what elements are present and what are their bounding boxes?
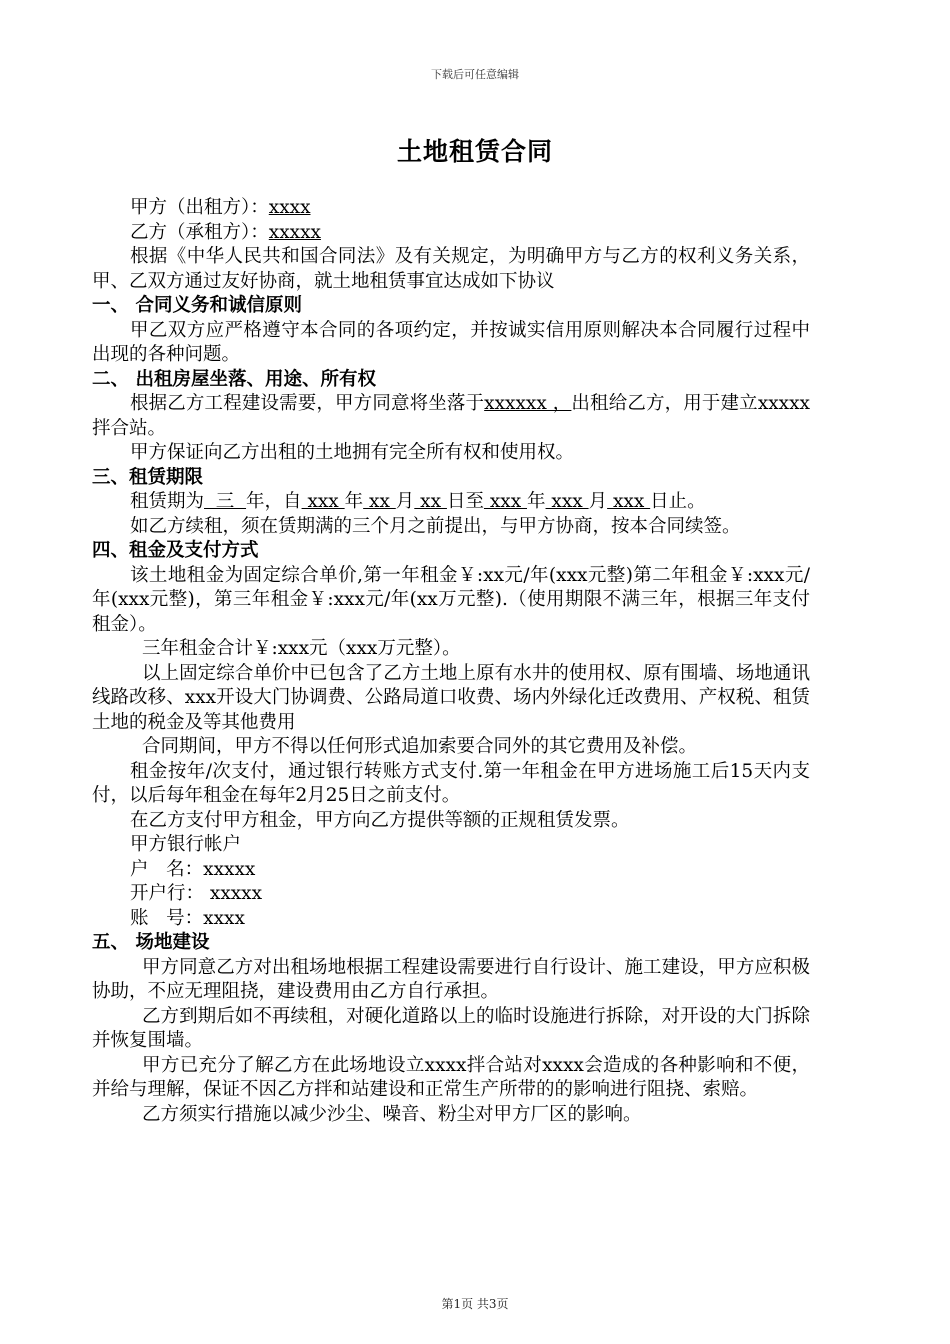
- party-b-value: xxxxx: [268, 221, 321, 243]
- location-text-a: 根据乙方工程建设需要，甲方同意将坐落于: [130, 393, 485, 414]
- site-build-paragraph-2: 乙方到期后如不再续租，对硬化道路以上的临时设施进行拆除，对开设的大门拆除并恢复围墙。: [92, 1005, 810, 1051]
- term-years: 三: [204, 491, 247, 512]
- end-year: xxx: [483, 491, 528, 512]
- rent-total-paragraph: 三年租金合计￥:xxx元（xxx万元整）。: [142, 638, 461, 659]
- end-month: xxx: [545, 491, 589, 512]
- lease-term-paragraph: [92, 490, 810, 515]
- section-2-paragraph-2: 甲方保证向乙方出租的土地拥有完全所有权和使用权。: [130, 442, 575, 463]
- term-text-3: 年: [344, 491, 364, 512]
- section-4-heading: 四、租金及支付方式: [92, 540, 259, 561]
- intro-paragraph: 根据《中华人民共和国合同法》及有关规定，为明确甲方与乙方的权利义务关系，甲、乙双方通过友好协商，就土地租赁事宜达成如下协议: [92, 246, 810, 292]
- location-value: xxxxxx ，: [484, 393, 572, 414]
- party-a-line: [92, 196, 810, 221]
- bank-account-title: 甲方银行帐户: [130, 834, 242, 855]
- invoice-paragraph: 在乙方支付甲方租金，甲方向乙方提供等额的正规租赁发票。: [130, 809, 630, 831]
- party-b-line: [92, 221, 810, 246]
- site-build-paragraph-4: 乙方须实行措施以减少沙尘、噪音、粉尘对甲方厂区的影响。: [142, 1103, 642, 1125]
- contract-body: [92, 196, 810, 1127]
- start-day: xx: [414, 491, 447, 512]
- site-build-paragraph-3: 甲方已充分了解乙方在此场地设立xxxx拌合站对xxxx会造成的各种影响和不便，并给与理解，保证不因乙方拌和站建设和正常生产所带的的影响进行阻挠、索赔。: [92, 1054, 810, 1100]
- document-title: 土地租赁合同: [396, 137, 553, 166]
- bank-name: 开户行： xxxxx: [130, 883, 263, 904]
- term-text-8: 日止。: [650, 491, 706, 512]
- section-2-heading: 二、 出租房屋坐落、用途、所有权: [92, 368, 376, 390]
- term-text-4: 月: [395, 491, 415, 512]
- term-text-1: 租赁期为: [130, 491, 205, 512]
- account-name: 户 名：xxxxx: [130, 858, 256, 880]
- term-text-5: 日至: [446, 491, 484, 512]
- no-extra-fees-paragraph: 合同期间，甲方不得以任何形式追加索要合同外的其它费用及补偿。: [142, 736, 698, 757]
- location-text-b: 出租给乙方，用于建立xxxxx拌合站。: [92, 393, 810, 439]
- start-month: xx: [363, 491, 396, 512]
- renewal-paragraph: 如乙方续租，须在赁期满的三个月之前提出，与甲方协商，按本合同续签。: [130, 515, 741, 537]
- rent-price-paragraph: 该土地租金为固定综合单价,第一年租金￥:xx元/年(xxx元整)第二年租金￥:xxx元/年(xxx元整)，第三年租金￥:xxx元/年(xx万元整).（使用期限不满三年，根据三年支付租金）。: [92, 564, 810, 635]
- end-day: xxx: [607, 491, 651, 512]
- section-1-paragraph: 甲乙双方应严格遵守本合同的各项约定，并按诚实信用原则解决本合同履行过程中出现的各种问题。: [92, 319, 810, 365]
- party-a-value: xxxx: [268, 197, 311, 218]
- start-year: xxx: [301, 491, 345, 512]
- account-number: 账 号：xxxx: [130, 907, 245, 929]
- section-3-heading: 三、租赁期限: [92, 466, 204, 488]
- page-header: 下载后可任意编辑: [431, 68, 519, 81]
- page-footer: 第1页 共3页: [441, 1297, 509, 1311]
- term-text-7: 月: [588, 491, 608, 512]
- term-text-2: 年，自: [246, 491, 302, 512]
- party-a-label: 甲方（出租方）：: [130, 197, 269, 218]
- payment-paragraph: 租金按年/次支付，通过银行转账方式支付.第一年租金在甲方进场施工后15天内支付，以后每年租金在每年2月25日之前支付。: [92, 760, 810, 806]
- site-build-paragraph-1: 甲方同意乙方对出租场地根据工程建设需要进行自行设计、施工建设，甲方应积极协助，不应无理阻挠，建设费用由乙方自行承担。: [92, 956, 810, 1002]
- party-b-label: 乙方（承租方）：: [130, 221, 269, 243]
- section-1-heading: 一、 合同义务和诚信原则: [92, 295, 302, 316]
- term-text-6: 年: [527, 491, 546, 512]
- section-5-heading: 五、 场地建设: [92, 932, 210, 953]
- section-2-paragraph-1: [92, 392, 810, 441]
- price-includes-paragraph: 以上固定综合单价中已包含了乙方土地上原有水井的使用权、原有围墙、场地通讯线路改移、xxx开设大门协调费、公路局道口收费、场内外绿化迁改费用、产权税、租赁土地的税金及等其他费用: [92, 662, 810, 733]
